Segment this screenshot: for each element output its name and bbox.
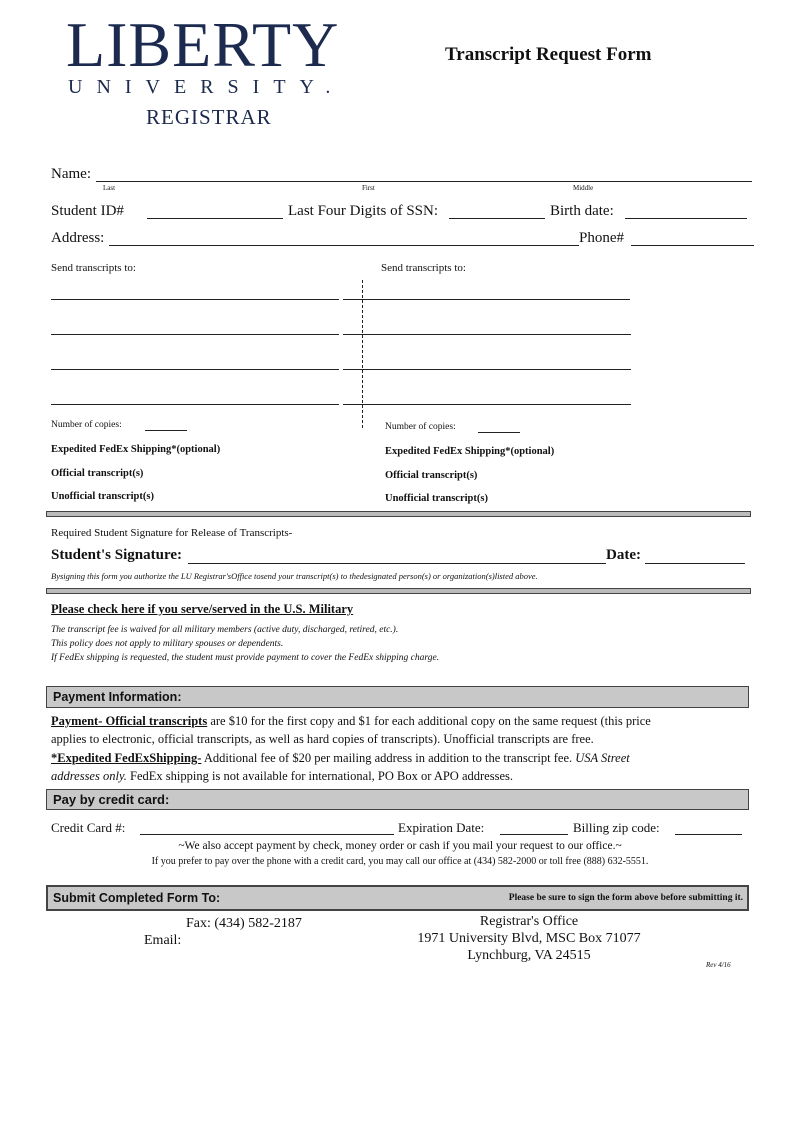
office-name: Registrar's Office (479, 914, 579, 929)
phone-payment-note: If you prefer to pay over the phone with a credit card, you may call our office at (434) 582-2000 or toll free (888) 632-5551. (151, 856, 649, 867)
address-label: Address: (51, 230, 105, 246)
address-line-2d[interactable] (343, 404, 631, 405)
address-line-1c[interactable] (51, 369, 339, 370)
signature-note: Bysigning this form you authorize the LU Registrar'sOffice tosend your transcript(s) to thedesignated person(s) or organization(s)listed above. (51, 571, 538, 581)
fedex-option-1[interactable]: Expedited FedEx Shipping*(optional) (51, 444, 221, 455)
fedex-option-2[interactable]: Expedited FedEx Shipping*(optional) (385, 446, 555, 457)
first-label: First (362, 184, 375, 192)
military-note-2: This policy does not apply to military spouses or dependents. (51, 639, 284, 649)
divider-bar (46, 588, 751, 594)
unofficial-option-1[interactable]: Unofficial transcript(s) (51, 491, 154, 502)
birth-date-label: Birth date: (550, 203, 614, 219)
unofficial-option-2[interactable]: Unofficial transcript(s) (385, 493, 488, 504)
expiration-field[interactable] (500, 834, 568, 835)
payment-text: are $10 for the first copy and $1 for each additional copy on the same request (this price (207, 714, 651, 728)
page-title: Transcript Request Form (445, 44, 652, 65)
zip-label: Billing zip code: (573, 820, 660, 835)
military-note-3: If FedEx shipping is requested, the student must provide payment to cover the FedEx shipping charge. (51, 653, 440, 663)
ssn-field[interactable] (449, 218, 545, 219)
signature-label: Student's Signature: (51, 547, 183, 563)
credit-card-field[interactable] (140, 834, 394, 835)
payment-text-2: applies to electronic, official transcripts, as well as hard copies of transcripts). Unofficial transcripts are free. (51, 732, 594, 746)
address-line-2b[interactable] (343, 334, 631, 335)
birth-date-field[interactable] (625, 218, 747, 219)
credit-card-label: Credit Card #: (51, 820, 126, 835)
name-field[interactable] (96, 181, 752, 182)
copies-label-2: Number of copies: (385, 422, 456, 432)
phone-field[interactable] (631, 245, 754, 246)
office-city: Lynchburg, VA 24515 (467, 948, 591, 963)
address-line-1a[interactable] (51, 299, 339, 300)
copies-label-1: Number of copies: (51, 420, 122, 430)
student-id-field[interactable] (147, 218, 283, 219)
expiration-label: Expiration Date: (398, 820, 485, 835)
signature-field[interactable] (188, 563, 606, 564)
official-option-2[interactable]: Official transcript(s) (385, 470, 478, 481)
zip-field[interactable] (675, 834, 742, 835)
fedex-text: Additional fee of $20 per mailing address in addition to the transcript fee. (201, 751, 576, 765)
fedex-italic-2: addresses only. (51, 769, 127, 783)
logo-liberty: LIBERTY (66, 9, 340, 80)
fedex-italic: USA Street (575, 751, 630, 765)
copies-field-2[interactable] (478, 432, 520, 433)
date-label: Date: (606, 547, 641, 563)
fax-number: Fax: (434) 582-2187 (186, 916, 302, 931)
address-line-1d[interactable] (51, 404, 339, 405)
address-line-2c[interactable] (343, 369, 631, 370)
submit-heading: Submit Completed Form To: (53, 891, 221, 905)
required-signature-label: Required Student Signature for Release of Transcripts- (51, 527, 293, 539)
send-to-label-1: Send transcripts to: (51, 262, 136, 274)
military-note-1: The transcript fee is waived for all military members (active duty, discharged, retired, etc.). (51, 625, 399, 635)
submit-reminder: Please be sure to sign the form above before submitting it. (508, 893, 743, 903)
last-label: Last (103, 184, 116, 192)
name-label: Name: (51, 166, 91, 182)
phone-label: Phone# (579, 230, 624, 246)
address-line-1b[interactable] (51, 334, 339, 335)
payment-alt-note: ~We also accept payment by check, money order or cash if you mail your request to our office.~ (178, 840, 622, 852)
middle-label: Middle (573, 184, 594, 192)
credit-card-heading: Pay by credit card: (46, 789, 749, 810)
payment-label: Payment- Official transcripts (51, 714, 208, 728)
email-label: Email: (144, 933, 182, 948)
fedex-label: *Expedited FedExShipping- (51, 751, 202, 765)
send-to-label-2: Send transcripts to: (381, 262, 466, 274)
payment-info-heading: Payment Information: (46, 686, 749, 708)
office-street: 1971 University Blvd, MSC Box 71077 (417, 931, 641, 946)
military-checkbox-label[interactable]: Please check here if you serve/served in the U.S. Military (51, 602, 354, 616)
logo-university: UNIVERSITY. (68, 76, 345, 98)
student-id-label: Student ID# (51, 203, 124, 219)
date-field[interactable] (645, 563, 745, 564)
column-divider (362, 280, 363, 428)
ssn-label: Last Four Digits of SSN: (288, 203, 439, 219)
address-field[interactable] (109, 245, 579, 246)
copies-field-1[interactable] (145, 430, 187, 431)
fedex-text-2: FedEx shipping is not available for international, PO Box or APO addresses. (126, 769, 513, 783)
divider-bar (46, 511, 751, 517)
address-line-2a[interactable] (343, 299, 630, 300)
submit-heading-band (46, 885, 749, 911)
official-option-1[interactable]: Official transcript(s) (51, 468, 144, 479)
revision-label: Rev 4/16 (706, 961, 731, 969)
logo-registrar: REGISTRAR (146, 105, 272, 129)
